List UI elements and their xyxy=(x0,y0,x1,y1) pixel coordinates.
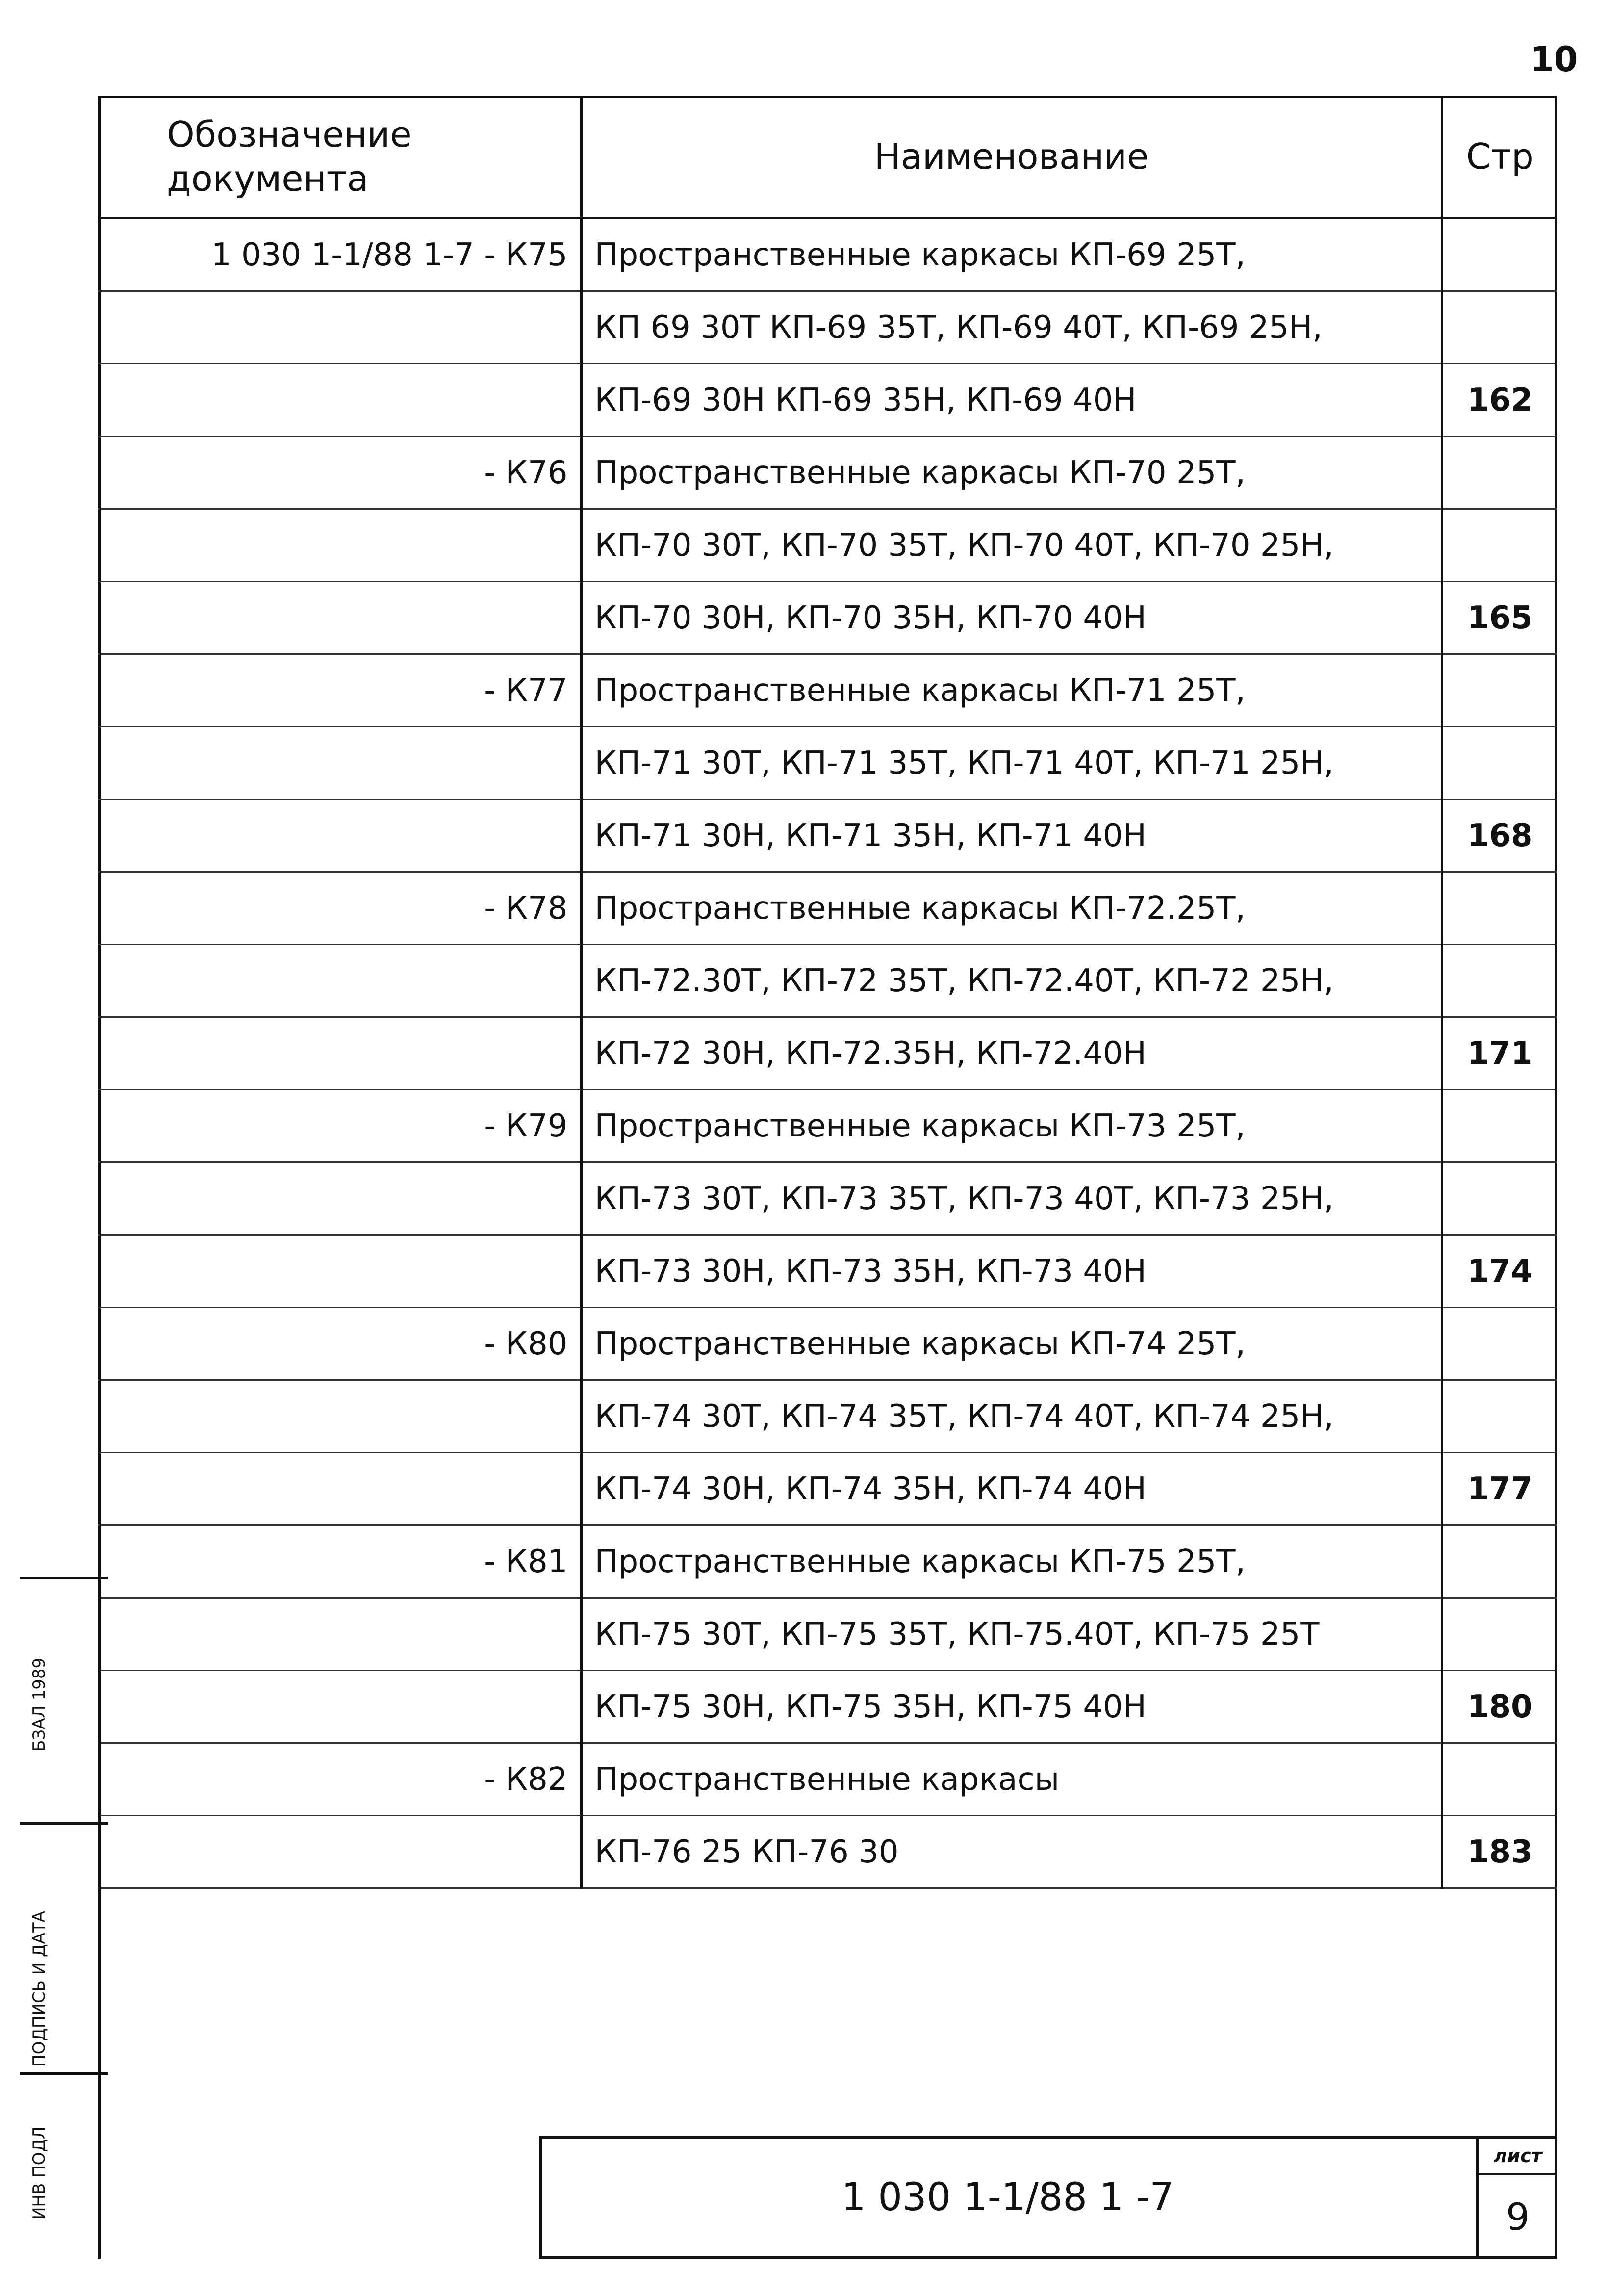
row-code: - К82 xyxy=(98,1743,581,1816)
title-block xyxy=(539,2136,1557,2259)
row-code xyxy=(98,727,581,800)
side-stamp-border xyxy=(98,1577,101,2259)
sheet-number: 9 xyxy=(1505,2195,1530,2239)
row-page: 180 xyxy=(1442,1671,1557,1743)
row-code xyxy=(98,1380,581,1453)
row-page: 183 xyxy=(1442,1816,1557,1888)
row-code xyxy=(98,291,581,364)
row-name: КП-73 30Н, КП-73 35Н, КП-73 40Н xyxy=(581,1235,1442,1308)
table-row xyxy=(98,727,1557,800)
table-row xyxy=(98,872,1557,945)
row-name: Пространственные каркасы КП-71 25Т, xyxy=(581,654,1442,727)
table-row xyxy=(98,654,1557,727)
page-number: 10 xyxy=(1530,39,1578,79)
table-row xyxy=(98,437,1557,509)
row-page xyxy=(1442,1525,1557,1598)
table-row xyxy=(98,364,1557,437)
row-page xyxy=(1442,654,1557,727)
side-stamp xyxy=(0,1577,108,2259)
row-page xyxy=(1442,1380,1557,1453)
row-code xyxy=(98,509,581,582)
row-name: КП-71 30Н, КП-71 35Н, КП-71 40Н xyxy=(581,800,1442,872)
sheet-label: лист xyxy=(1479,2139,1557,2175)
row-page xyxy=(1442,945,1557,1017)
table-row xyxy=(98,582,1557,654)
table-row xyxy=(98,1525,1557,1598)
row-code xyxy=(98,800,581,872)
table-body xyxy=(98,218,1557,1888)
header-code-line1: Обозначение xyxy=(167,113,412,155)
table-row xyxy=(98,800,1557,872)
row-name: КП-72.30Т, КП-72 35Т, КП-72.40Т, КП-72 25Н, xyxy=(581,945,1442,1017)
row-page xyxy=(1442,1743,1557,1816)
row-name: КП-69 30Н КП-69 35Н, КП-69 40Н xyxy=(581,364,1442,437)
row-page xyxy=(1442,1308,1557,1380)
row-code xyxy=(98,364,581,437)
row-name: КП-70 30Т, КП-70 35Т, КП-70 40Т, КП-70 25Н, xyxy=(581,509,1442,582)
row-name: Пространственные каркасы КП-75 25Т, xyxy=(581,1525,1442,1598)
row-name: КП-74 30Н, КП-74 35Н, КП-74 40Н xyxy=(581,1453,1442,1525)
row-page: 174 xyxy=(1442,1235,1557,1308)
side-stamp-divider xyxy=(20,1822,108,1825)
table-header xyxy=(98,96,1557,218)
row-page xyxy=(1442,1598,1557,1671)
row-name: КП-72 30Н, КП-72.35Н, КП-72.40Н xyxy=(581,1017,1442,1090)
row-code: - К77 xyxy=(98,654,581,727)
table-row xyxy=(98,1090,1557,1162)
row-code xyxy=(98,1017,581,1090)
row-page: 162 xyxy=(1442,364,1557,437)
row-code: - К78 xyxy=(98,872,581,945)
row-page: 177 xyxy=(1442,1453,1557,1525)
header-row xyxy=(98,96,1557,218)
table-row xyxy=(98,1162,1557,1235)
row-page xyxy=(1442,1090,1557,1162)
row-name: Пространственные каркасы КП-70 25Т, xyxy=(581,437,1442,509)
table-row xyxy=(98,1743,1557,1816)
side-stamp-label-3: ИНВ ПОДЛ xyxy=(29,2126,49,2219)
row-name: КП 69 30Т КП-69 35Т, КП-69 40Т, КП-69 25Н, xyxy=(581,291,1442,364)
row-code xyxy=(98,1453,581,1525)
row-name: Пространственные каркасы КП-73 25Т, xyxy=(581,1090,1442,1162)
row-page xyxy=(1442,1162,1557,1235)
header-code-line2: документа xyxy=(167,157,369,199)
row-page xyxy=(1442,291,1557,364)
row-code xyxy=(98,1598,581,1671)
title-block-document-code: 1 030 1-1/88 1 -7 xyxy=(841,2175,1174,2219)
title-block-sheet xyxy=(1476,2139,1557,2259)
table-row xyxy=(98,1380,1557,1453)
row-page: 165 xyxy=(1442,582,1557,654)
side-stamp-divider xyxy=(20,2072,108,2075)
table-row xyxy=(98,1453,1557,1525)
row-code: - К80 xyxy=(98,1308,581,1380)
header-page: Стр xyxy=(1442,96,1557,218)
row-name: КП-74 30Т, КП-74 35Т, КП-74 40Т, КП-74 25Н, xyxy=(581,1380,1442,1453)
row-code xyxy=(98,1162,581,1235)
contents-table-wrapper xyxy=(98,96,1557,1889)
row-name: КП-75 30Т, КП-75 35Т, КП-75.40Т, КП-75 25Т xyxy=(581,1598,1442,1671)
table-row xyxy=(98,291,1557,364)
row-name: Пространственные каркасы КП-74 25Т, xyxy=(581,1308,1442,1380)
table-row xyxy=(98,945,1557,1017)
row-code xyxy=(98,1671,581,1743)
row-code xyxy=(98,945,581,1017)
row-page: 168 xyxy=(1442,800,1557,872)
row-name: КП-73 30Т, КП-73 35Т, КП-73 40Т, КП-73 25Н, xyxy=(581,1162,1442,1235)
row-name: КП-71 30Т, КП-71 35Т, КП-71 40Т, КП-71 25Н, xyxy=(581,727,1442,800)
row-code xyxy=(98,1235,581,1308)
row-page xyxy=(1442,218,1557,291)
row-name: Пространственные каркасы КП-69 25Т, xyxy=(581,218,1442,291)
row-name: КП-76 25 КП-76 30 xyxy=(581,1816,1442,1888)
side-stamp-divider xyxy=(20,1577,108,1579)
table-row xyxy=(98,1235,1557,1308)
table-row xyxy=(98,509,1557,582)
row-page xyxy=(1442,509,1557,582)
row-page: 171 xyxy=(1442,1017,1557,1090)
row-page xyxy=(1442,727,1557,800)
contents-table xyxy=(98,96,1557,1889)
row-name: КП-75 30Н, КП-75 35Н, КП-75 40Н xyxy=(581,1671,1442,1743)
row-code: - К79 xyxy=(98,1090,581,1162)
side-stamp-label-2: ПОДПИСЬ И ДАТА xyxy=(29,1911,49,2067)
header-name: Наименование xyxy=(581,96,1442,218)
row-code: - К81 xyxy=(98,1525,581,1598)
row-page xyxy=(1442,437,1557,509)
row-code: - К76 xyxy=(98,437,581,509)
row-name: Пространственные каркасы xyxy=(581,1743,1442,1816)
table-row xyxy=(98,1308,1557,1380)
table-row xyxy=(98,1671,1557,1743)
table-row xyxy=(98,1598,1557,1671)
table-row xyxy=(98,1816,1557,1888)
side-stamp-label-1: БЗАЛ 1989 xyxy=(29,1657,49,1752)
row-code xyxy=(98,582,581,654)
row-name: Пространственные каркасы КП-72.25Т, xyxy=(581,872,1442,945)
table-row xyxy=(98,1017,1557,1090)
row-code xyxy=(98,1816,581,1888)
row-name: КП-70 30Н, КП-70 35Н, КП-70 40Н xyxy=(581,582,1442,654)
header-code xyxy=(98,96,581,218)
row-page xyxy=(1442,872,1557,945)
table-row xyxy=(98,218,1557,291)
row-code: 1 030 1-1/88 1-7 - К75 xyxy=(98,218,581,291)
